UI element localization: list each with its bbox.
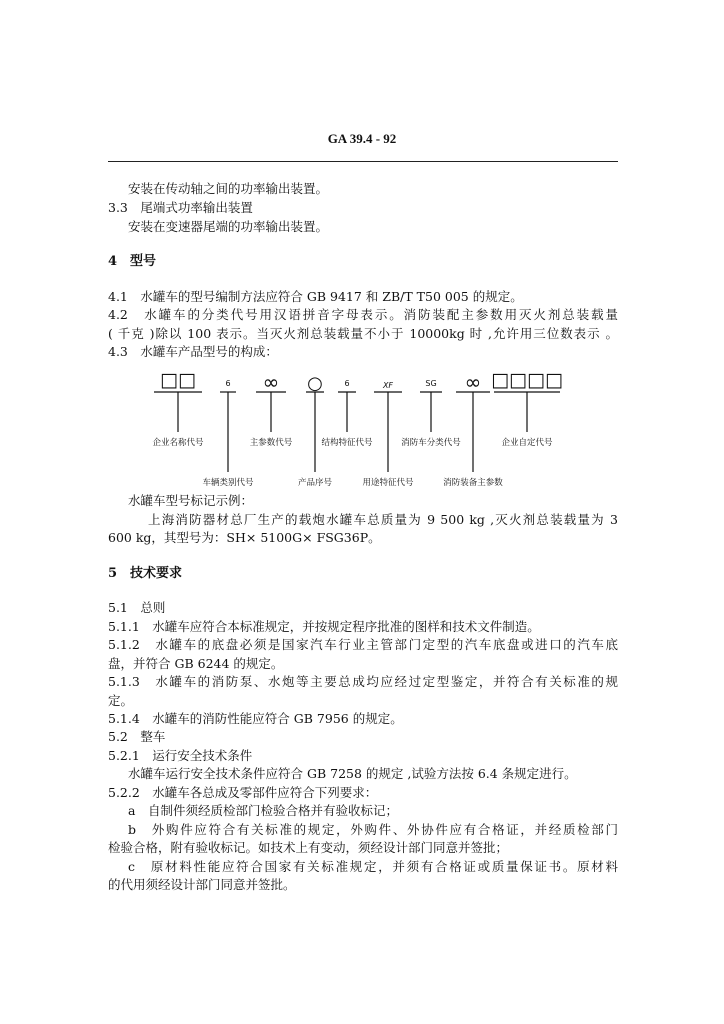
fire-vehicle-class-mark: SG <box>425 379 437 388</box>
equipment-param-mark: ∞ <box>464 370 482 394</box>
document-header-code: GA 39.4 - 92 <box>327 131 397 146</box>
example-line-1: 上海消防器材总厂生产的载炮水罐车总质量为 9 500 kg ,灭火剂总装载量为 3 <box>148 512 618 527</box>
clause-5-1-2: 5.1.2 水罐车的底盘必须是国家汽车行业主管部门定型的汽车底盘或进口的汽车底 <box>108 637 618 652</box>
model-structure-diagram <box>140 362 580 492</box>
label-vehicle-class-code: 车辆类别代号 <box>202 478 254 488</box>
clause-4-1: 4.1 水罐车的型号编制方法应符合 GB 9417 和 ZB/T T50 005 的规定。 <box>108 289 523 304</box>
vehicle-class-mark: 6 <box>225 379 231 388</box>
clause-5-2: 5.2 整车 <box>108 729 166 744</box>
example-title: 水罐车型号标记示例： <box>128 493 254 508</box>
header-rule <box>108 161 618 162</box>
text-line: 安装在变速器尾端的功率输出装置。 <box>128 219 329 234</box>
clause-5-1-1: 5.1.1 水罐车应符合本标准规定，并按规定程序批准的图样和技术文件制造。 <box>108 619 540 634</box>
item-c: c 原材料性能应符合国家有关标准规定，并须有合格证或质量保证书。原材料 <box>128 859 618 874</box>
label-main-param-code: 主参数代号 <box>249 438 293 448</box>
label-enterprise-custom-code: 企业自定代号 <box>501 438 553 448</box>
clause-5-1-4: 5.1.4 水罐车的消防性能应符合 GB 7956 的规定。 <box>108 711 403 726</box>
item-b-cont: 检验合格，附有验收标记。如技术上有变动，须经设计部门同意并签批； <box>108 840 509 855</box>
clause-5-2-2: 5.2.2 水罐车各总成及零部件应符合下列要求： <box>108 785 378 800</box>
clause-4-3: 4.3 水罐车产品型号的构成： <box>108 344 278 359</box>
enterprise-name-box-mark: □□ <box>160 369 196 391</box>
section-5-heading: 5 技术要求 <box>108 566 183 581</box>
clause-3-3: 3.3 尾端式功率输出装置 <box>108 200 253 215</box>
label-usage-feature-code: 用途特征代号 <box>362 478 414 488</box>
usage-feature-mark: XF <box>382 381 394 390</box>
label-equipment-main-param: 消防装备主参数 <box>443 478 503 488</box>
clause-5-2-1-body: 水罐车运行安全技术条件应符合 GB 7258 的规定 ,试验方法按 6.4 条规定进行。 <box>128 766 577 781</box>
item-a: a 自制件须经质检部门检验合格并有验收标记； <box>128 803 398 818</box>
clause-4-2: 4.2 水罐车的分类代号用汉语拼音字母表示。消防装配主参数用灭火剂总装载量 <box>108 307 618 322</box>
clause-4-2-cont: ( 千克 )除以 100 表示。当灭火剂总装载量不小于 10000kg 时 ,允许用三位数表示 。 <box>108 326 618 341</box>
text-line: 安装在传动轴之间的功率输出装置。 <box>128 181 329 196</box>
example-line-2: 600 kg，其型号为：SH× 5100G× FSG36P。 <box>108 530 381 545</box>
product-seq-mark: ○ <box>307 373 323 394</box>
enterprise-custom-box-mark: □□□□ <box>491 369 563 391</box>
clause-5-1-2-cont: 盘，并符合 GB 6244 的规定。 <box>108 656 284 671</box>
structure-feature-mark: 6 <box>344 379 350 388</box>
label-fire-vehicle-class-code: 消防车分类代号 <box>401 438 461 448</box>
clause-5-2-1: 5.2.1 运行安全技术条件 <box>108 748 253 763</box>
label-product-seq: 产品序号 <box>297 478 333 488</box>
label-structure-feature-code: 结构特征代号 <box>321 438 373 448</box>
item-b: b 外购件应符合有关标准的规定，外购件、外协件应有合格证，并经质检部门 <box>128 822 618 837</box>
clause-5-1-3-cont: 定。 <box>108 693 134 708</box>
main-param-mark: ∞ <box>262 370 280 394</box>
label-enterprise-name-code: 企业名称代号 <box>152 438 204 448</box>
clause-5-1: 5.1 总则 <box>108 600 166 615</box>
item-c-cont: 的代用须经设计部门同意并签批。 <box>108 877 296 892</box>
section-4-heading: 4 型号 <box>108 254 157 269</box>
clause-5-1-3: 5.1.3 水罐车的消防泵、水炮等主要总成均应经过定型鉴定，并符合有关标准的规 <box>108 674 618 689</box>
